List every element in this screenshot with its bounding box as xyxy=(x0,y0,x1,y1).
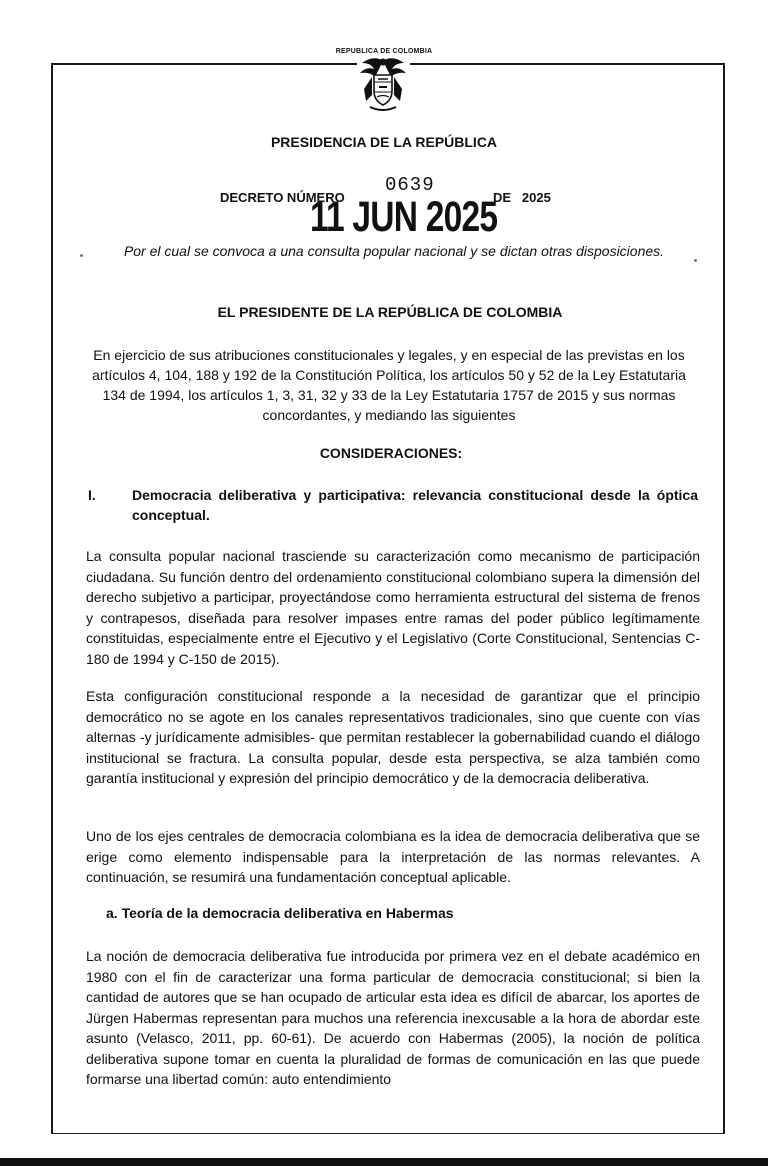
paragraph-text: La consulta popular nacional trasciende su caracterización como mecanismo de participación ciudadana. Su función dentro del ordenamiento constitucional colombiano supera la dimensión del derecho subjetivo a participar, proyectándose como herramienta estructural del sistema de frenos y contrapesos, diseñada para resolver impases entre ramas del poder público legítimamente constituidas, especialmente entre el Ejecutivo y el Legislativo (Corte Constitucional, Sentencias C-180 de 1994 y C-150 de 2015). xyxy=(86,548,700,667)
decree-year-value: 2025 xyxy=(521,190,551,205)
decree-number: 0639 xyxy=(385,174,435,196)
president-heading: EL PRESIDENTE DE LA REPÚBLICA DE COLOMBIA xyxy=(217,304,563,320)
preamble: En ejercicio de sus atribuciones constitucionales y legales, y en especial de las previstas en los artículos 4, 104, 188 y 192 de la Constitución Política, los artículos 50 y 52 de la Ley Estatutaria 134 de 1994, los artículos 1, 3, 31, 32 y 33 de la Ley Estatutaria 1757 de 2015 y sus normas concordantes, y mediando las siguientes xyxy=(92,347,686,423)
coat-of-arms-icon xyxy=(358,55,408,115)
considerations-heading: CONSIDERACIONES: xyxy=(319,445,463,461)
decree-subtitle: Por el cual se convoca a una consulta popular nacional y se dictan otras disposiciones. xyxy=(123,243,665,259)
decree-date-stamp: 11 JUN 2025 xyxy=(310,193,498,241)
scan-dot xyxy=(694,259,697,262)
section-heading xyxy=(88,485,698,525)
republic-label: REPUBLICA DE COLOMBIA xyxy=(335,48,433,55)
paragraph-4 xyxy=(86,946,700,1090)
paragraph-text: Esta configuración constitucional responde a la necesidad de garantizar que el principio democrático no se agote en los canales representativos tradicionales, sino que cuente con vías alternas -y jurídicamente admisibles- que permitan restablecer la gobernabilidad cuando el diálogo institucional se fractura. La consulta popular, desde esta perspectiva, se alza también como garantía institucional y expresión del principio democrático y de la democracia deliberativa. xyxy=(86,688,700,786)
paragraph-text: Uno de los ejes centrales de democracia colombiana es la idea de democracia deliberativa que se erige como elemento indispensable para la interpretación de las normas relevantes. A continuación, se resumirá una fundamentación conceptual aplicable. xyxy=(86,828,700,885)
decree-de-label: DE xyxy=(493,190,512,205)
office-title: PRESIDENCIA DE LA REPÚBLICA xyxy=(270,134,498,150)
decree-year xyxy=(493,190,551,205)
paragraph-3 xyxy=(86,826,700,888)
paragraph-2 xyxy=(86,686,700,789)
scan-bottom-edge xyxy=(0,1158,768,1166)
paragraph-text: La noción de democracia deliberativa fue introducida por primera vez en el debate académico en 1980 con el fin de caracterizar una forma particular de democracia constitucional; si bien la cantidad de autores que se han ocupado de articular esta idea es difícil de abarcar, los aportes de Jürgen Habermas representan para muchos una referencia inexcusable a la hora de abordar este asunto (Velasco, 2011, pp. 60-61). De acuerdo con Habermas (2005), la noción de política deliberativa supone tomar en cuenta la pluralidad de formas de comunicación en las que puede formarse una libertad común: auto entendimiento xyxy=(86,948,700,1087)
paragraph-1 xyxy=(86,546,700,669)
section-title: Democracia deliberativa y participativa: relevancia constitucional desde la óptica conceptual. xyxy=(132,487,698,523)
decree-label: DECRETO NÚMERO xyxy=(220,190,345,205)
section-number: I. xyxy=(88,487,96,503)
scan-dot xyxy=(80,254,83,257)
subsection-heading: a. Teoría de la democracia deliberativa en Habermas xyxy=(106,905,454,921)
